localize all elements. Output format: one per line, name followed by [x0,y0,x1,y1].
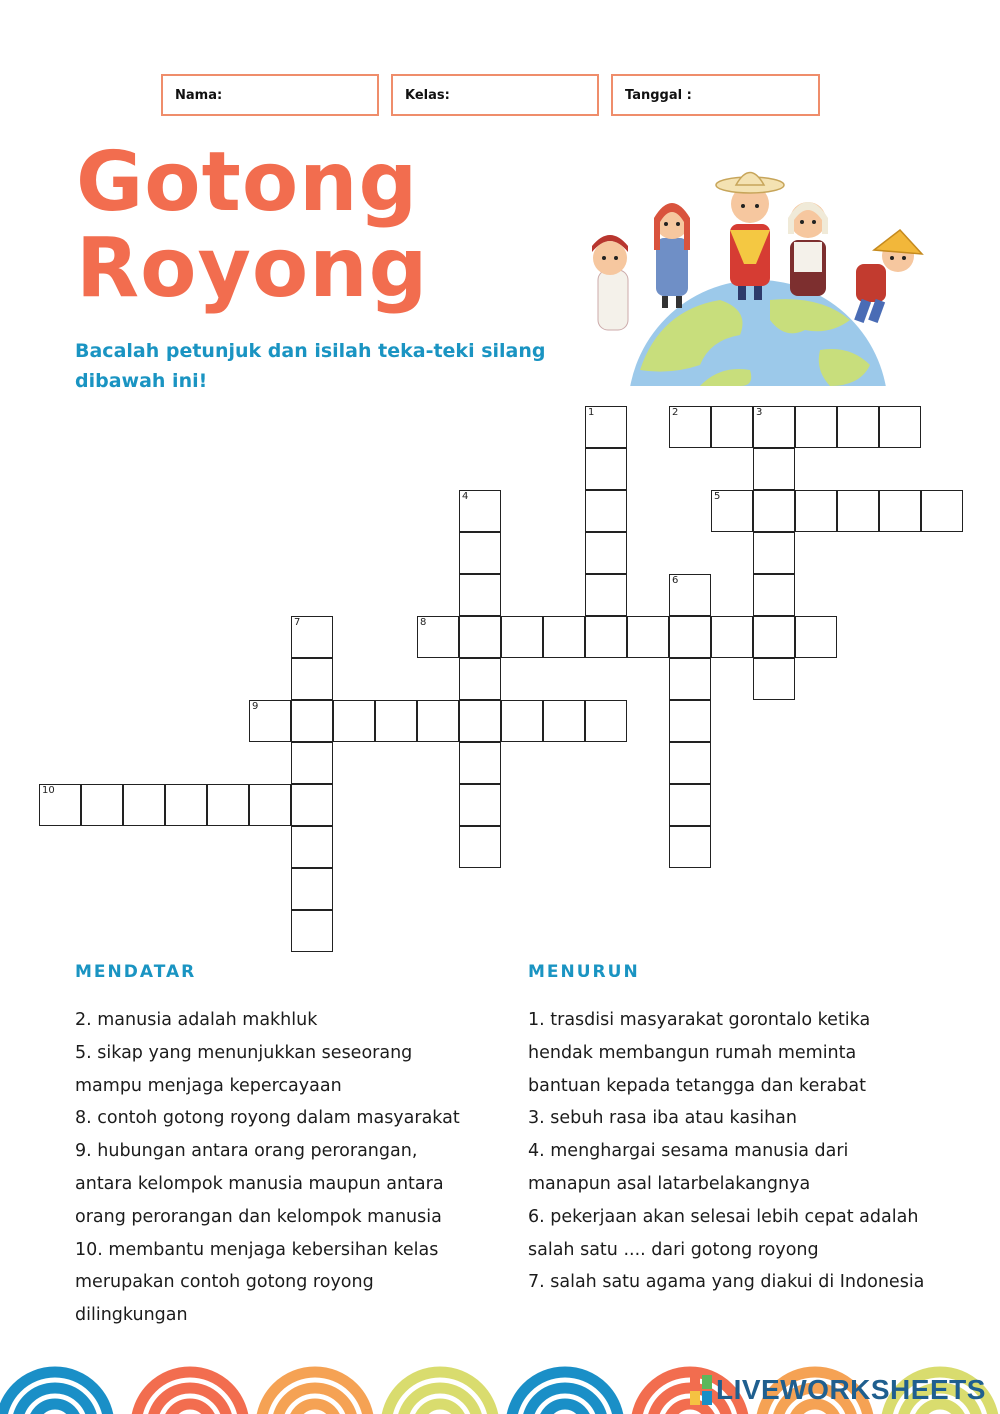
crossword-cell[interactable] [837,406,879,448]
date-field[interactable] [611,74,820,116]
crossword-cell[interactable] [459,700,501,742]
crossword-clue-number: 9 [252,701,259,712]
down-clue-line: hendak membangun rumah meminta [528,1042,857,1063]
rainbow-band [543,1404,587,1414]
crossword-cell[interactable] [585,406,627,448]
name-field[interactable] [161,74,379,116]
crossword-cell[interactable] [669,826,711,868]
crossword-cell[interactable] [753,616,795,658]
crossword-cell[interactable] [753,532,795,574]
down-clue-line: 1. trasdisi masyarakat gorontalo ketika [528,1010,871,1030]
crossword-cell[interactable] [753,658,795,700]
crossword-clue-number: 3 [756,407,763,418]
rainbow-arc [386,1372,494,1414]
across-clue-line: orang perorangan dan kelompok manusia [75,1206,442,1227]
rainbow-arc [1,1372,109,1414]
child-figure-4 [788,202,828,296]
crossword-clue-number: 6 [672,575,679,586]
across-clue-line: 10. membantu menjaga kebersihan kelas [75,1239,439,1260]
crossword-cell[interactable] [165,784,207,826]
down-clue-line: 6. pekerjaan akan selesai lebih cepat adalah [528,1206,919,1227]
crossword-cell[interactable] [921,490,963,532]
child-figure-5 [854,230,922,323]
across-clue-line: 2. manusia adalah makhluk [75,1010,318,1030]
crossword-cell[interactable] [879,490,921,532]
crossword-cell[interactable] [669,742,711,784]
crossword-cell[interactable] [585,616,627,658]
crossword-cell[interactable] [459,574,501,616]
down-clue-line: 4. menghargai sesama manusia dari [528,1141,849,1162]
crossword-cell[interactable] [795,490,837,532]
crossword-cell[interactable] [291,658,333,700]
crossword-cell[interactable] [291,910,333,952]
rainbow-arc [511,1372,619,1414]
down-clue-line: 7. salah satu agama yang diakui di Indonesia [528,1272,925,1293]
down-heading: MENURUN [528,962,640,982]
crossword-cell[interactable] [711,490,753,532]
crossword-cell[interactable] [291,742,333,784]
crossword-cell[interactable] [291,826,333,868]
child-figure-1 [592,235,628,330]
crossword-cell[interactable] [795,616,837,658]
title-line-2: Royong [76,221,429,316]
down-clue-line: 3. sebuh rasa iba atau kasihan [528,1108,797,1129]
crossword-cell[interactable] [669,700,711,742]
crossword-cell[interactable] [795,406,837,448]
liveworksheets-icon [690,1375,712,1405]
crossword-cell[interactable] [585,490,627,532]
crossword-cell[interactable] [669,616,711,658]
rainbow-arc [261,1372,369,1414]
crossword-cell[interactable] [459,784,501,826]
crossword-cell[interactable] [879,406,921,448]
crossword-cell[interactable] [753,448,795,490]
across-clue-line: dilingkungan [75,1305,188,1326]
across-clue-line: 8. contoh gotong royong dalam masyarakat [75,1108,460,1129]
crossword-cell[interactable] [669,784,711,826]
child-figure-2 [654,203,690,308]
across-clue-line: antara kelompok manusia maupun antara [75,1173,444,1194]
crossword-cell[interactable] [753,490,795,532]
crossword-cell[interactable] [291,868,333,910]
crossword-cell[interactable] [249,784,291,826]
rainbow-band [168,1404,212,1414]
crossword-clue-number: 2 [672,407,679,418]
crossword-cell[interactable] [459,826,501,868]
crossword-cell[interactable] [459,616,501,658]
down-clue-list [528,1004,978,1299]
crossword-cell[interactable] [375,700,417,742]
crossword-cell[interactable] [123,784,165,826]
crossword-cell[interactable] [669,574,711,616]
instruction-text: Bacalah petunjuk dan isilah teka-teki silang dibawah ini! [75,340,546,392]
crossword-clue-number: 1 [588,407,595,418]
child-figure-3 [716,173,784,301]
name-label: Nama: [175,87,223,103]
crossword-cell[interactable] [291,700,333,742]
down-clue-line: bantuan kepada tetangga dan kerabat [528,1075,866,1096]
page-title [76,135,429,316]
crossword-cell[interactable] [459,742,501,784]
title-line-1: Gotong [76,135,419,230]
crossword-cell[interactable] [333,700,375,742]
crossword-cell[interactable] [459,532,501,574]
crossword-cell[interactable] [417,700,459,742]
across-clue-line: merupakan contoh gotong royong [75,1272,374,1293]
crossword-cell[interactable] [291,784,333,826]
down-clue-line: manapun asal latarbelakangnya [528,1173,811,1194]
across-clue-line: mampu menjaga kepercayaan [75,1075,342,1096]
crossword-cell[interactable] [417,616,459,658]
crossword-cell[interactable] [39,784,81,826]
across-clue-list [75,1004,515,1332]
crossword-cell[interactable] [585,700,627,742]
crossword-clue-number: 4 [462,491,469,502]
across-heading: MENDATAR [75,962,197,982]
crossword-cell[interactable] [753,574,795,616]
crossword-cell[interactable] [585,448,627,490]
crossword-cell[interactable] [81,784,123,826]
date-label: Tanggal : [625,87,692,103]
crossword-cell[interactable] [585,574,627,616]
rainbow-band [33,1404,77,1414]
class-field[interactable] [391,74,599,116]
across-clue-line: 9. hubungan antara orang perorangan, [75,1141,418,1162]
crossword-clue-number: 5 [714,491,721,502]
crossword-cell[interactable] [249,700,291,742]
across-clue-line: 5. sikap yang menunjukkan seseorang [75,1042,413,1063]
class-label: Kelas: [405,87,450,103]
crossword-cell[interactable] [291,616,333,658]
crossword-cell[interactable] [459,490,501,532]
children-globe-illustration [580,160,940,386]
crossword-cell[interactable] [543,616,585,658]
crossword-cell[interactable] [711,406,753,448]
rainbow-band [418,1404,462,1414]
brand-text: LIVEWORKSHEETS [716,1374,986,1405]
crossword-cell[interactable] [501,616,543,658]
crossword-cell[interactable] [669,406,711,448]
crossword-cell[interactable] [627,616,669,658]
crossword-clue-number: 10 [42,785,55,796]
crossword-cell[interactable] [501,700,543,742]
crossword-cell[interactable] [207,784,249,826]
crossword-clue-number: 8 [420,617,427,628]
crossword-clue-number: 7 [294,617,301,628]
crossword-cell[interactable] [753,406,795,448]
crossword-cell[interactable] [669,658,711,700]
crossword-cell[interactable] [711,616,753,658]
crossword-cell[interactable] [585,532,627,574]
crossword-cell[interactable] [543,700,585,742]
liveworksheets-logo [690,1372,990,1408]
rainbow-band [293,1404,337,1414]
crossword-cell[interactable] [837,490,879,532]
crossword-cell[interactable] [459,658,501,700]
down-clue-line: salah satu .... dari gotong royong [528,1239,819,1260]
rainbow-arc [136,1372,244,1414]
